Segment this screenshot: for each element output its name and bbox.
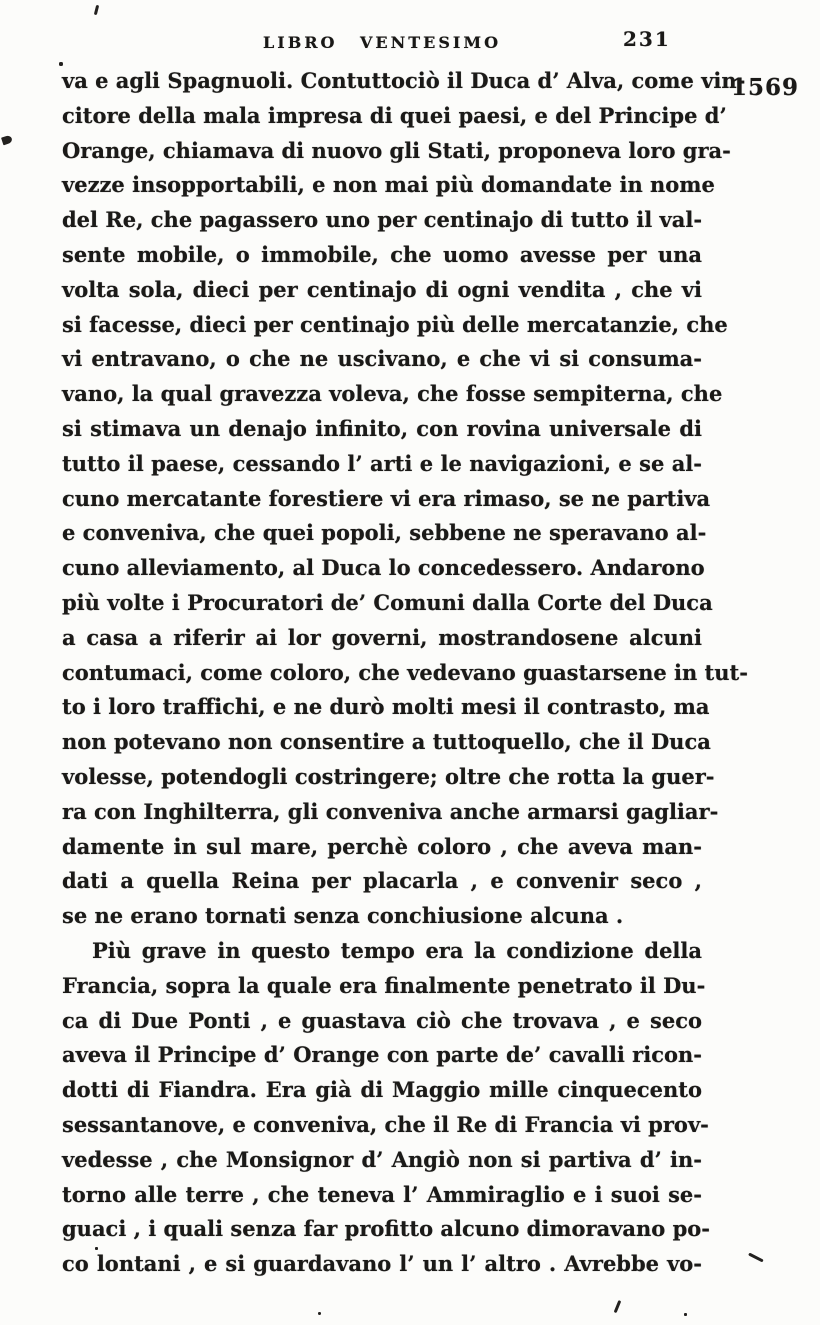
text-line: aveva il Principe d’ Orange con parte de’ cavalli ricon- [62,1042,702,1068]
text-line: volta sola, dieci per centinajo di ogni vendita , che vi [62,276,702,302]
page-number: 231 [623,27,671,51]
text-line: del Re, che pagassero uno per centinajo di tutto il val- [62,207,703,233]
text-line: Francia, sopra la quale era finalmente penetrato il Du- [62,972,706,998]
ink-speck [318,1312,321,1315]
ink-speck [94,5,99,15]
text-line: damente in sul mare, perchè coloro , che aveva man- [62,833,702,859]
ink-speck [684,1313,687,1316]
ink-speck [748,1253,763,1262]
text-line: sente mobile, o immobile, che uomo avesse per una [62,241,702,267]
text-line: Orange, chiamava di nuovo gli Stati, proponeva loro gra- [62,137,731,163]
text-line: cuno alleviamento, al Duca lo concedessero. Andarono [62,555,705,581]
text-line: e conveniva, che quei popoli, sebbene ne speravano al- [62,520,707,546]
text-line: ca di Due Ponti , e guastava ciò che trovava , e seco [62,1007,702,1033]
text-line: vezze insopportabili, e non mai più domandate in nome [62,172,715,198]
text-line: non potevano non consentire a tuttoquello, che il Duca [62,729,711,755]
text-line: si facesse, dieci per centinajo più delle mercatanzie, che [62,311,728,337]
text-line: volesse, potendogli costringere; oltre che rotta la guer- [62,763,715,789]
body-text [62,64,748,1282]
margin-year-note: 1569 [731,74,800,101]
text-line: ra con Inghilterra, gli conveniva anche armarsi gagliar- [62,798,719,824]
text-line: dotti di Fiandra. Era già di Maggio mille cinquecento [62,1077,702,1103]
text-line: se ne erano tornati senza conchiusione alcuna . [62,903,624,929]
ink-speck [95,1247,98,1250]
text-line: Più grave in questo tempo era la condizione della [92,937,702,963]
text-line: guaci , i quali senza far profitto alcuno dimoravano po- [62,1216,711,1242]
text-line: va e agli Spagnuoli. Contuttociò il Duca d’ Alva, come vin- [62,68,746,93]
ink-speck [1,135,13,146]
text-line: si stimava un denajo infinito, con rovina universale di [62,415,702,441]
text-line: tutto il paese, cessando l’ arti e le navigazioni, e se al- [62,450,702,476]
ink-speck [59,62,63,66]
text-line: to i loro traffichi, e ne durò molti mesi il contrasto, ma [62,694,710,720]
text-line: vi entravano, o che ne uscivano, e che vi si consuma- [62,346,702,372]
text-line: vedesse , che Monsignor d’ Angiò non si partiva d’ in- [62,1146,702,1172]
text-line: a casa a riferir ai lor governi, mostrandosene alcuni [62,624,702,650]
text-line: cuno mercatante forestiere vi era rimaso, se ne partiva [62,485,711,511]
ink-speck [614,1300,621,1313]
text-line: torno alle terre , che teneva l’ Ammiraglio e i suoi se- [62,1181,702,1207]
text-line: più volte i Procuratori de’ Comuni dalla Corte del Duca [62,589,713,615]
running-header: LIBRO VENTESIMO [262,33,502,52]
text-line: citore della mala impresa di quei paesi, e del Principe d’ [62,102,727,128]
text-line: co lontani , e si guardavano l’ un l’ altro . Avrebbe vo- [62,1251,702,1277]
text-line: dati a quella Reina per placarla , e convenir seco , [62,868,702,894]
text-line: contumaci, come coloro, che vedevano guastarsene in tut- [62,659,748,685]
text-line: sessantanove, e conveniva, che il Re di Francia vi prov- [62,1111,709,1137]
text-line: vano, la qual gravezza voleva, che fosse sempiterna, che [62,381,723,407]
